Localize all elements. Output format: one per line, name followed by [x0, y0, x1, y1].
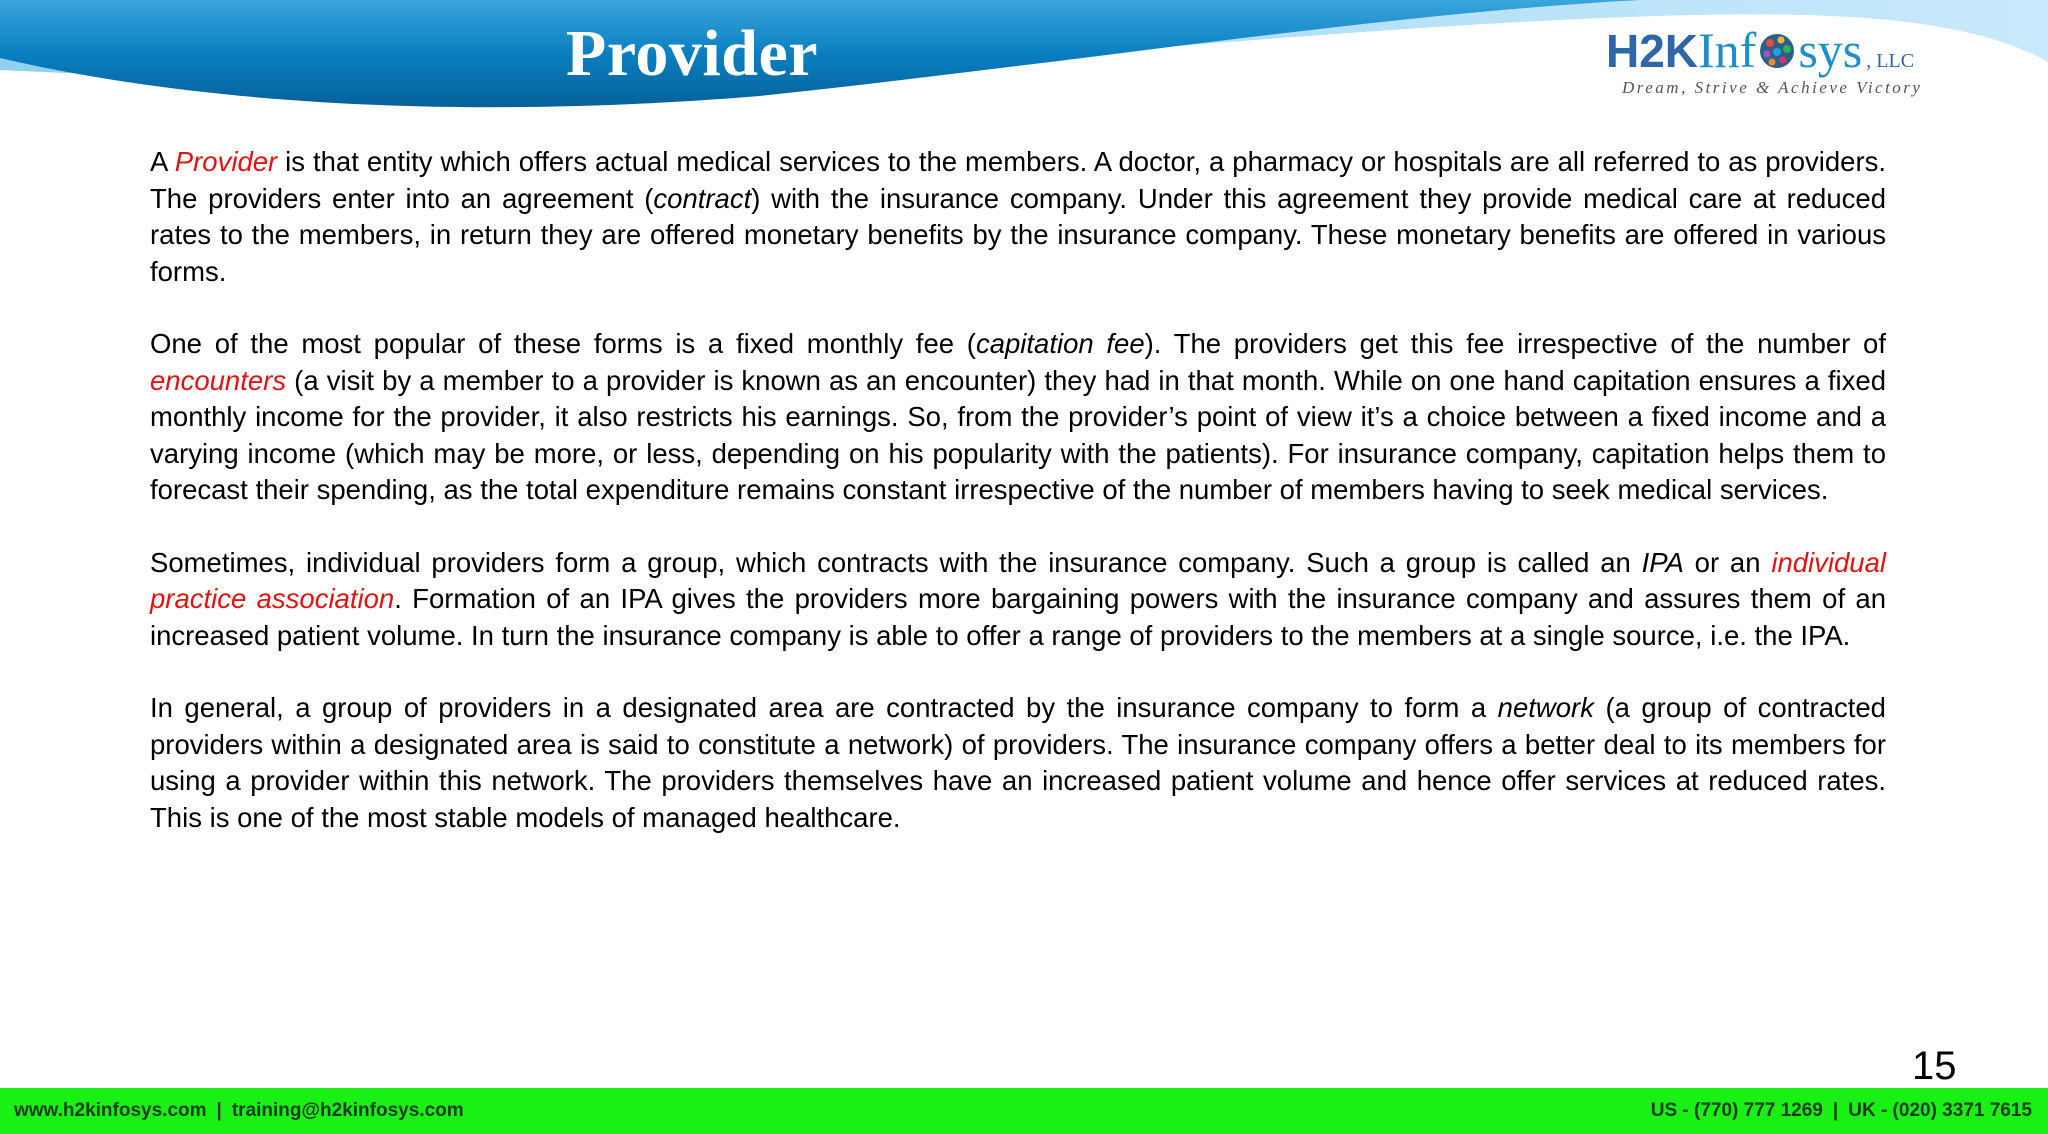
footer-separator: | — [1832, 1100, 1839, 1121]
slide-body — [150, 144, 1886, 872]
logo-sys-text: sys — [1798, 22, 1863, 78]
slide-title: Provider — [566, 17, 819, 90]
logo-llc-text: , LLC — [1866, 50, 1915, 72]
term-individual-practice-association: individual practice association — [150, 546, 1886, 614]
paragraph-capitation: One of the most popular of these forms is a fixed monthly fee (capitation fee). The providers get this fee irrespective of the number of encounters (a visit by a member to a provider is known as an encounter) they had in that month. While on one hand capitation ensures a fixed monthly income for the provider, it also restricts his earnings. So, from the provider’s point of view it’s a choice between a fixed income and a varying income (which may be more, or less, depending on his popularity with the patients). For insurance company, capitation helps them to forecast their spending, as the total expenditure remains constant irrespective of the number of members having to seek medical services. — [150, 328, 1886, 505]
uk-phone: UK - (020) 3371 7615 — [1848, 1100, 2032, 1121]
company-logo — [1606, 18, 1966, 102]
footer-contact-phone — [1651, 1088, 2032, 1134]
footer-contact-web — [14, 1088, 464, 1134]
website-link[interactable]: www.h2kinfosys.com — [14, 1100, 207, 1121]
term-capitation-fee: capitation fee — [975, 328, 1145, 359]
paragraph-provider: A Provider is that entity which offers actual medical services to the members. A doctor, a pharmacy or hospitals are all referred to as providers. The providers enter into an agreement (contract) with the insurance company. Under this agreement they provide medical care at reduced rates to the members, in return they are offered monetary benefits by the insurance company. These monetary benefits are offered in various forms. — [150, 146, 1886, 287]
page-number: 15 — [1912, 1044, 1957, 1088]
globe-icon — [1757, 31, 1797, 71]
footer-separator: | — [216, 1100, 222, 1121]
term-network: network — [1497, 692, 1594, 723]
paragraph-network: In general, a group of providers in a designated area are contracted by the insurance company to form a network (a group of contracted providers within a designated area is said to constitute a network) of providers. The insurance company offers a better deal to its members for using a provider within this network. The providers themselves have an increased patient volume and hence offer services at reduced rates. This is one of the most stable models of managed healthcare. — [150, 692, 1886, 833]
email-link[interactable]: training@h2kinfosys.com — [231, 1100, 464, 1121]
term-encounters: encounters — [150, 364, 287, 396]
us-phone: US - (770) 777 1269 — [1650, 1100, 1823, 1121]
paragraph-ipa: Sometimes, individual providers form a group, which contracts with the insurance company. Such a group is called an IPA or an individual practice association. Formation of an IPA gives the providers more bargaining powers with the insurance company and assures them of an increased patient volume. In turn the insurance company is able to offer a range of providers to the members at a single source, i.e. the IPA. — [150, 546, 1887, 651]
term-ipa: IPA — [1641, 546, 1684, 578]
term-contract: contract — [653, 182, 752, 214]
term-provider: Provider — [174, 146, 278, 177]
logo-tagline: Dream, Strive & Achieve Victory — [1622, 78, 1923, 97]
logo-info-text: Inf — [1698, 22, 1757, 78]
logo-h2k-text: H2K — [1606, 25, 1699, 77]
footer-bar — [0, 1088, 2048, 1134]
